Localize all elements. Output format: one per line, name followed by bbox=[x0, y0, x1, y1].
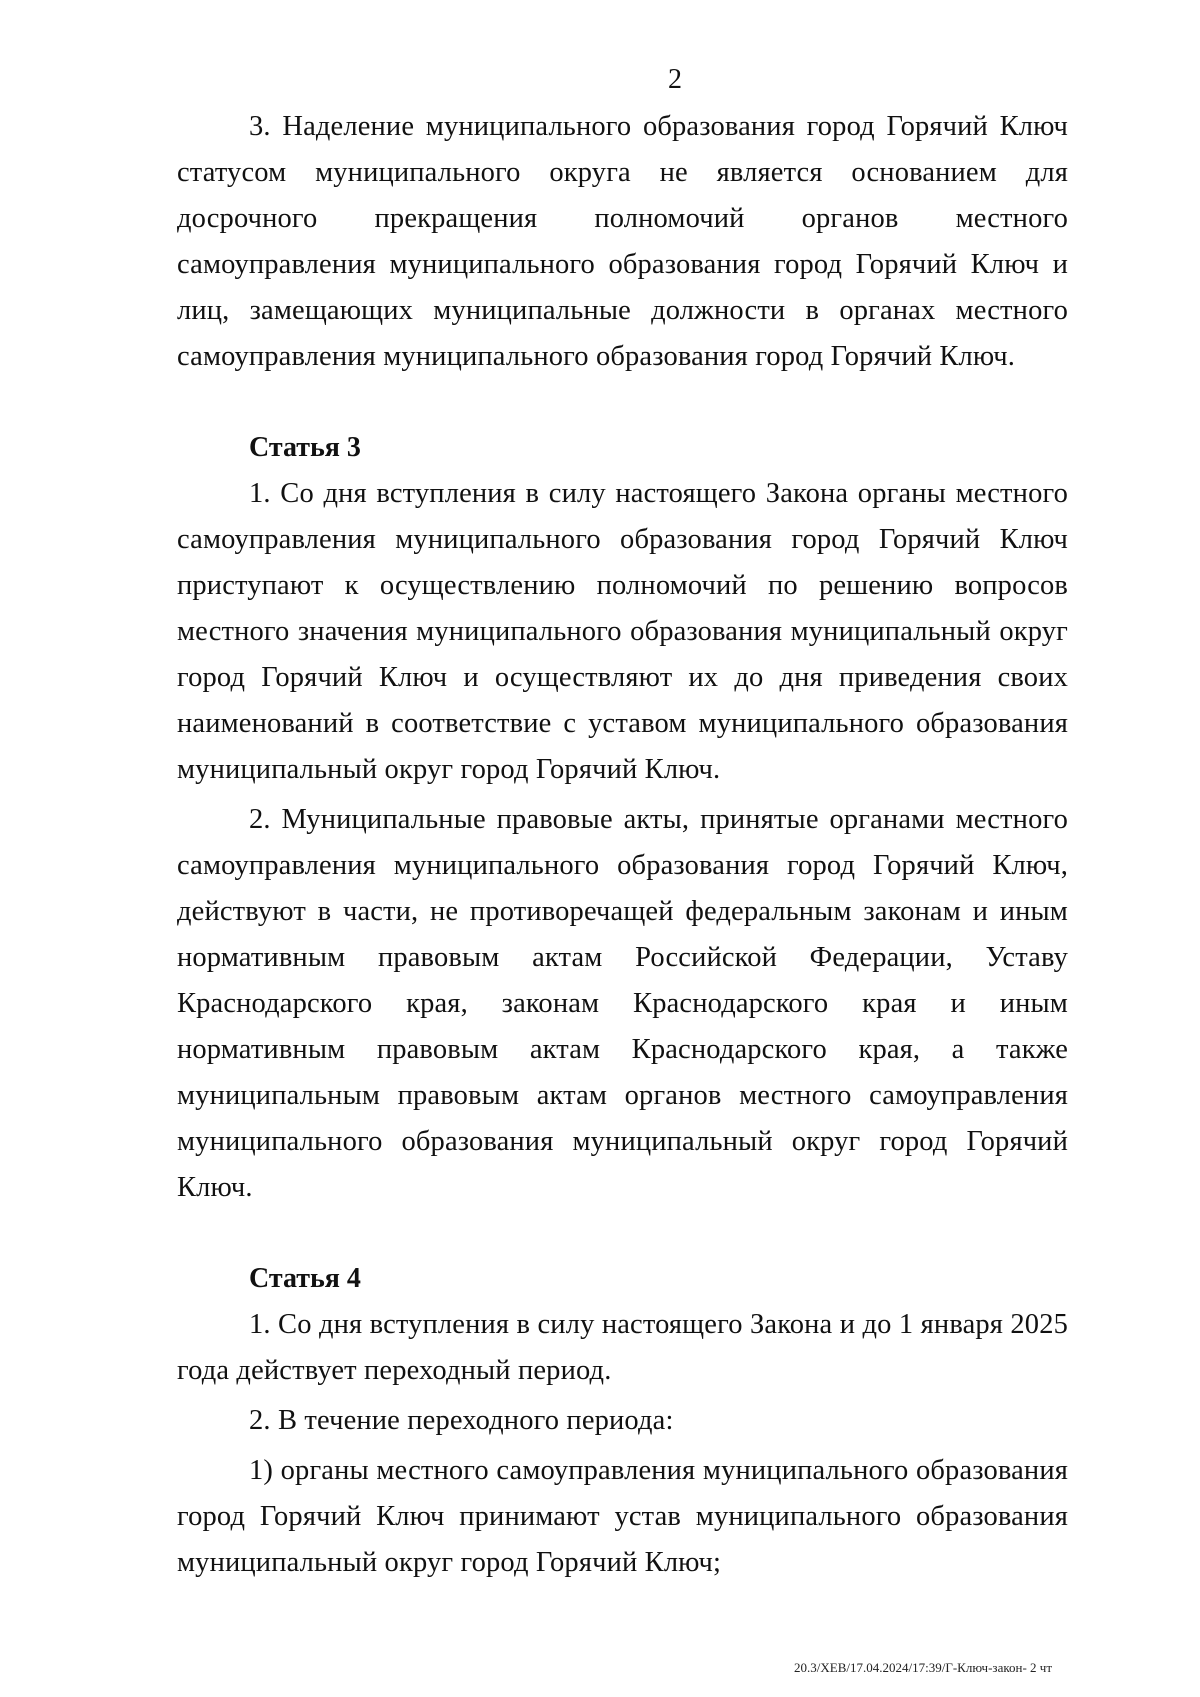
document-body bbox=[177, 104, 1068, 1586]
article3-paragraph-1: 1. Со дня вступления в силу настоящего Закона органы местного самоуправления муниципального образования город Горячий Ключ приступают к осуществлению полномочий по решению вопросов местного значения муниципального образования муниципальный округ город Горячий Ключ и осуществляют их до дня приведения своих наименований в соответствие с уставом муниципального образования муниципальный округ город Горячий Ключ. bbox=[177, 478, 1068, 785]
page-number: 2 bbox=[668, 64, 682, 95]
article4-paragraph-1: 1. Со дня вступления в силу настоящего Закона и до 1 января 2025 года действует переходный период. bbox=[177, 1309, 1068, 1386]
article3-heading: Статья 3 bbox=[249, 432, 361, 463]
document-footer-code: 20.3/ХЕВ/17.04.2024/17:39/Г-Ключ-закон- 2 чт bbox=[794, 1660, 1052, 1675]
article3-paragraph-2: 2. Муниципальные правовые акты, принятые органами местного самоуправления муниципального образования город Горячий Ключ, действуют в части, не противоречащей федеральным законам и иным нормативным правовым актам Российской Федерации, Уставу Краснодарского края, законам Краснодарского края и иным нормативным правовым актам Краснодарского края, а также муниципальным правовым актам органов местного самоуправления муниципального образования муниципальный округ город Горячий Ключ. bbox=[177, 804, 1068, 1203]
section-spacer bbox=[177, 1211, 1068, 1256]
article4-subparagraph-1: 1) органы местного самоуправления муниципального образования город Горячий Ключ принимают устав муниципального образования муниципальный округ город Горячий Ключ; bbox=[177, 1455, 1068, 1578]
article4-paragraph-2: 2. В течение переходного периода: bbox=[249, 1405, 674, 1436]
section-spacer bbox=[177, 380, 1068, 425]
article2-paragraph-3: 3. Наделение муниципального образования город Горячий Ключ статусом муниципального округа не является основанием для досрочного прекращения полномочий органов местного самоуправления муниципального образования город Горячий Ключ и лиц, замещающих муниципальные должности в органах местного самоуправления муниципального образования город Горячий Ключ. bbox=[177, 111, 1068, 372]
article4-heading: Статья 4 bbox=[249, 1263, 361, 1294]
